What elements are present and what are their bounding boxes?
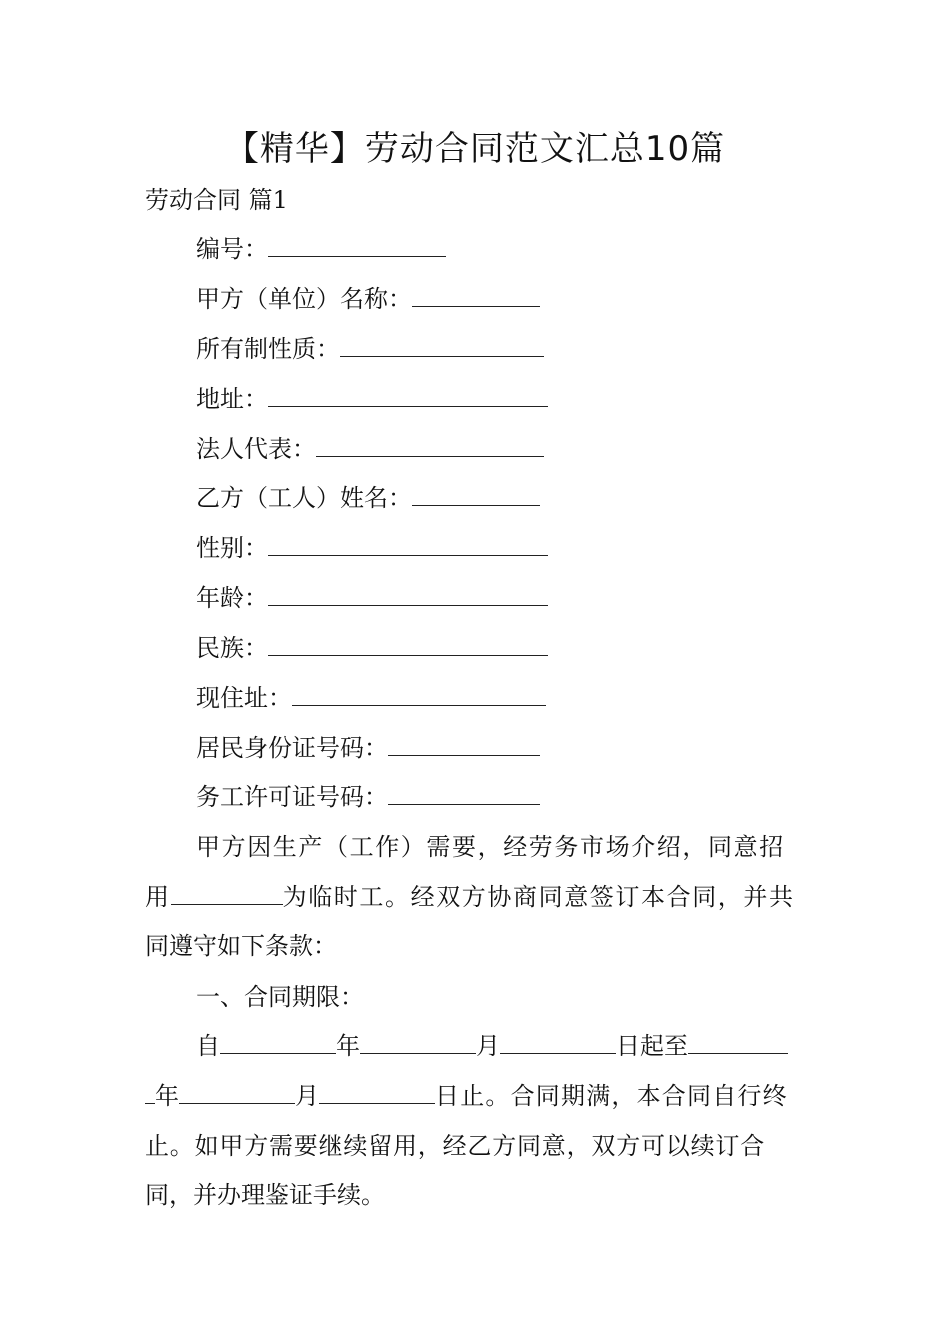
fill-blank [316,432,544,457]
fill-blank [292,681,546,706]
field-label: 现住址： [196,684,292,712]
field-current-address [196,681,546,715]
fill-blank [268,531,548,556]
field-gender [196,531,548,565]
paragraph-line [145,1079,788,1113]
fill-blank [412,481,540,506]
fill-blank [268,631,548,656]
text-run: 用 [145,883,171,911]
fill-blank [145,1079,155,1104]
field-label: 年龄： [196,584,268,612]
fill-blank [179,1079,295,1104]
contract-subtitle: 劳动合同 篇1 [145,186,288,214]
fill-blank [340,332,544,357]
text-run: 日起至 [616,1032,688,1060]
field-id-number [196,731,540,765]
paragraph-line: 同，并办理鉴证手续。 [145,1181,385,1209]
fill-blank [220,1029,336,1054]
fill-blank [268,382,548,407]
field-employer-name [196,282,540,316]
field-label: 乙方（工人）姓名： [196,484,412,512]
field-label: 性别： [196,534,268,562]
fill-blank [268,581,548,606]
text-run: 自 [196,1032,220,1060]
fill-blank [412,282,540,307]
field-age [196,581,548,615]
text-run: 年 [155,1082,179,1110]
field-ownership [196,332,544,366]
fill-blank [388,731,540,756]
paragraph-line: 止。如甲方需要继续留用，经乙方同意，双方可以续订合 [145,1132,765,1160]
text-run: 年 [336,1032,360,1060]
field-worker-name [196,481,540,515]
fill-blank [268,232,446,257]
paragraph-line [145,880,795,914]
text-run: 日止。合同期满，本合同自行终 [435,1082,788,1110]
field-work-permit [196,780,540,814]
field-label: 编号： [196,235,268,263]
paragraph-line: 甲方因生产（工作）需要，经劳务市场介绍，同意招 [196,833,785,861]
field-label: 民族： [196,634,268,662]
field-number [196,232,446,266]
section-heading: 一、合同期限： [196,983,364,1011]
document-title: 【精华】劳动合同范文汇总10篇 [224,129,726,169]
field-legal-rep [196,432,544,466]
paragraph-line [196,1029,788,1063]
field-label: 所有制性质： [196,335,340,363]
field-address [196,382,548,416]
fill-blank [360,1029,476,1054]
fill-blank [319,1079,435,1104]
text-run: 月 [476,1032,500,1060]
fill-blank [500,1029,616,1054]
field-label: 务工许可证号码： [196,783,388,811]
text-run: 为临时工。经双方协商同意签订本合同，并共 [282,883,795,911]
fill-blank [388,780,540,805]
paragraph-line: 同遵守如下条款： [145,932,337,960]
fill-blank [171,880,283,905]
field-label: 居民身份证号码： [196,734,388,762]
fill-blank [688,1029,788,1054]
field-label: 法人代表： [196,435,316,463]
field-label: 地址： [196,385,268,413]
field-ethnicity [196,631,548,665]
field-label: 甲方（单位）名称： [196,285,412,313]
text-run: 月 [295,1082,319,1110]
